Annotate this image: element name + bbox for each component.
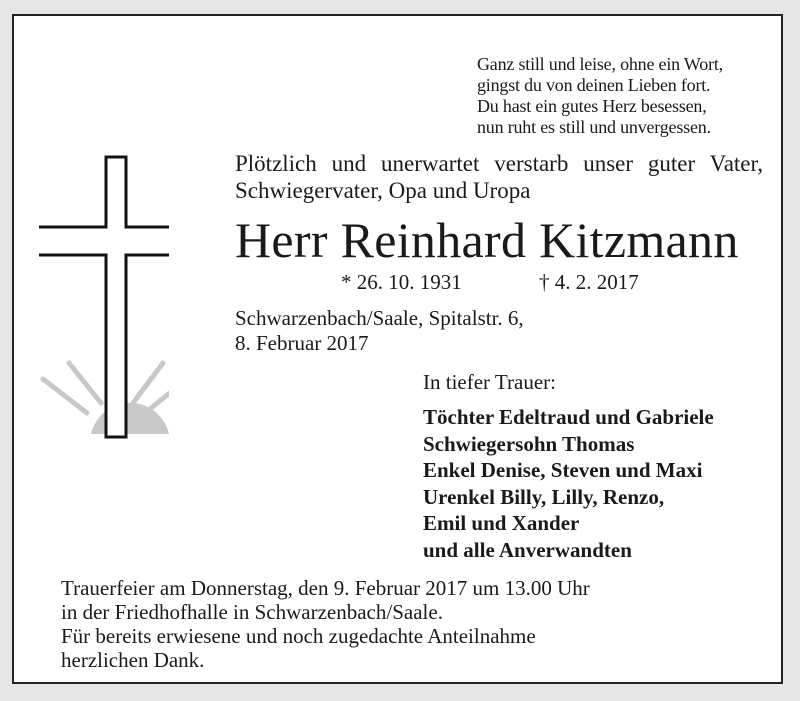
death-date: † 4. 2. 2017 xyxy=(539,270,639,294)
footer-line: in der Friedhofhalle in Schwarzenbach/Saale. xyxy=(61,600,443,624)
mourner-line: und alle Anverwandten xyxy=(423,537,632,562)
mourner-line: Töchter Edeltraud und Gabriele xyxy=(423,405,714,429)
mourner-line: Emil und Xander xyxy=(423,511,580,535)
mourner-line: Enkel Denise, Steven und Maxi xyxy=(423,458,703,482)
intro-line: Plötzlich und unerwartet verstarb unser guter Vater, xyxy=(235,151,763,176)
obituary-notice xyxy=(12,14,783,684)
footer-line: herzlichen Dank. xyxy=(61,648,205,672)
cross-with-sunrise-icon xyxy=(39,151,169,441)
address xyxy=(235,306,524,356)
footer-line: Trauerfeier am Donnerstag, den 9. Februar 2017 um 13.00 Uhr xyxy=(61,576,590,600)
poem-line: gingst du von deinen Lieben fort. xyxy=(477,75,711,95)
poem xyxy=(477,54,723,138)
poem-line: Du hast ein gutes Herz besessen, xyxy=(477,96,707,116)
intro-line: Schwiegervater, Opa und Uropa xyxy=(235,178,531,203)
deceased-name: Herr Reinhard Kitzmann xyxy=(235,212,739,268)
mourners-list xyxy=(423,404,714,563)
poem-line: Ganz still und leise, ohne ein Wort, xyxy=(477,54,723,74)
mourner-line: Schwiegersohn Thomas xyxy=(423,431,635,456)
poem-line: nun ruht es still und unvergessen. xyxy=(477,117,711,137)
birth-date: * 26. 10. 1931 xyxy=(341,270,462,294)
mourner-line: Urenkel Billy, Lilly, Renzo, xyxy=(423,484,665,509)
address-line: Schwarzenbach/Saale, Spitalstr. 6, xyxy=(235,306,524,330)
mourning-intro: In tiefer Trauer: xyxy=(423,370,556,394)
funeral-info xyxy=(61,576,590,672)
address-date: 8. Februar 2017 xyxy=(235,331,369,355)
cross-icon xyxy=(39,157,169,437)
intro-text xyxy=(235,150,763,204)
footer-line: Für bereits erwiesene und noch zugedachte Anteilnahme xyxy=(61,624,536,648)
